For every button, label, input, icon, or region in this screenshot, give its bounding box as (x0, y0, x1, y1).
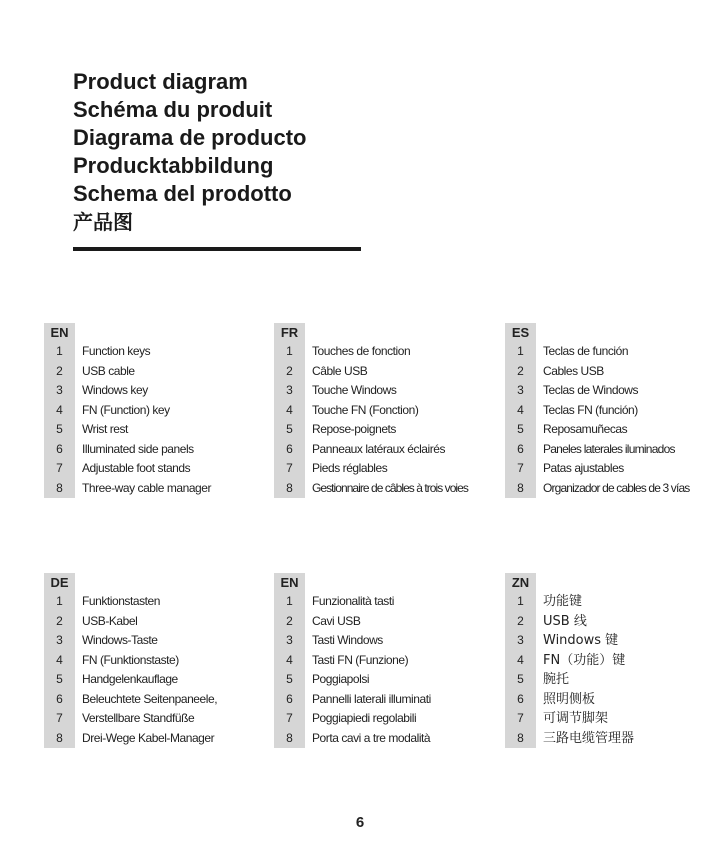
language-code: ZN (505, 573, 536, 592)
item-label: Windows key (82, 383, 148, 397)
item-label: FN (Funktionstaste) (82, 652, 179, 667)
page-number: 6 (355, 814, 365, 831)
item-number: 8 (44, 479, 75, 499)
item-number: 6 (505, 690, 536, 710)
item-number: 5 (274, 670, 305, 690)
legend-block-zn (505, 573, 720, 748)
legend-row (44, 709, 264, 729)
legend-row (505, 729, 720, 749)
title-french: Schéma du produit (73, 97, 273, 122)
legend-row (505, 592, 720, 612)
legend-row (44, 690, 264, 710)
item-label: Adjustable foot stands (82, 461, 191, 475)
item-label: 照明侧板 (543, 691, 596, 707)
legend-block-en (44, 323, 264, 498)
legend-row (44, 479, 264, 499)
item-number: 4 (44, 401, 75, 421)
item-label: FN（功能）键 (543, 652, 626, 668)
item-number: 7 (505, 459, 536, 479)
legend-row (274, 631, 494, 651)
item-label: Câble USB (312, 363, 368, 378)
item-label: Windows-Taste (82, 633, 158, 647)
legend-row (44, 420, 264, 440)
item-label: 可调节脚架 (543, 711, 609, 726)
item-label: Wrist rest (82, 422, 128, 436)
item-number: 4 (274, 401, 305, 421)
item-label: Panneaux latéraux éclairés (312, 441, 446, 456)
item-number: 3 (505, 381, 536, 401)
item-label: 三路电缆管理器 (543, 730, 635, 746)
item-number: 1 (505, 592, 536, 612)
item-label: Teclas de Windows (543, 383, 639, 397)
legend-row (44, 592, 264, 612)
item-label: Verstellbare Standfüße (82, 711, 195, 725)
item-number: 2 (274, 362, 305, 382)
language-code: ES (505, 323, 536, 342)
item-number: 3 (505, 631, 536, 651)
legend-row (44, 729, 264, 749)
title-spanish: Diagrama de producto (73, 125, 307, 150)
item-number: 7 (274, 709, 305, 729)
title-english: Product diagram (73, 69, 248, 94)
legend-row (505, 612, 720, 632)
language-code: EN (44, 323, 75, 342)
item-number: 8 (505, 729, 536, 749)
item-number: 6 (274, 440, 305, 460)
item-label: USB-Kabel (82, 613, 138, 628)
legend-row (505, 690, 720, 710)
item-number: 4 (505, 651, 536, 671)
legend-block-it (274, 573, 494, 748)
legend-row (44, 401, 264, 421)
item-number: 5 (44, 420, 75, 440)
legend-row (505, 440, 720, 460)
item-number: 4 (274, 651, 305, 671)
item-label: Function keys (82, 344, 151, 358)
language-code: FR (274, 323, 305, 342)
legend-block-de (44, 573, 264, 748)
legend-row (505, 342, 720, 362)
legend-row (274, 459, 494, 479)
legend-row (274, 612, 494, 632)
legend-row (505, 631, 720, 651)
legend-row (505, 651, 720, 671)
legend-row (505, 401, 720, 421)
item-label: Windows 键 (543, 633, 619, 648)
title-italian: Schema del prodotto (73, 181, 292, 206)
item-label: Funktionstasten (82, 594, 160, 608)
item-number: 1 (274, 342, 305, 362)
legend-row (274, 670, 494, 690)
item-label: Poggiapolsi (312, 672, 370, 686)
item-label: Gestionnaire de câbles à trois voies (312, 480, 468, 495)
item-number: 5 (505, 420, 536, 440)
legend-row (44, 440, 264, 460)
item-label: USB cable (82, 363, 135, 378)
item-number: 5 (505, 670, 536, 690)
item-number: 2 (505, 362, 536, 382)
legend-row (505, 420, 720, 440)
legend-row (274, 440, 494, 460)
item-number: 6 (274, 690, 305, 710)
item-label: Tasti Windows (312, 633, 383, 647)
item-number: 2 (274, 612, 305, 632)
legend-row (274, 479, 494, 499)
item-number: 8 (44, 729, 75, 749)
item-label: Cables USB (543, 363, 604, 378)
item-label: Touche FN (Fonction) (312, 402, 419, 417)
item-number: 6 (44, 690, 75, 710)
item-number: 5 (44, 670, 75, 690)
legend-row (274, 342, 494, 362)
legend-row (274, 690, 494, 710)
language-code: EN (274, 573, 305, 592)
item-label: Pannelli laterali illuminati (312, 691, 431, 706)
item-number: 3 (274, 381, 305, 401)
item-label: Touches de fonction (312, 344, 411, 358)
item-label: USB 线 (543, 613, 587, 629)
title-chinese: 产品图 (73, 210, 133, 234)
item-label: Organizador de cables de 3 vías (543, 480, 690, 495)
legend-row (44, 459, 264, 479)
item-number: 8 (274, 479, 305, 499)
item-number: 2 (44, 362, 75, 382)
item-label: Cavi USB (312, 613, 361, 628)
item-number: 7 (44, 709, 75, 729)
item-label: Paneles laterales iluminados (543, 441, 675, 456)
legend-row (274, 420, 494, 440)
item-number: 2 (44, 612, 75, 632)
legend-row (44, 631, 264, 651)
item-label: Teclas de función (543, 344, 629, 358)
item-label: Tasti FN (Funzione) (312, 652, 409, 667)
item-number: 2 (505, 612, 536, 632)
title-group (73, 68, 306, 236)
item-number: 3 (44, 631, 75, 651)
item-number: 7 (44, 459, 75, 479)
legend-row (274, 709, 494, 729)
item-label: Porta cavi a tre modalità (312, 730, 431, 745)
item-number: 6 (44, 440, 75, 460)
legend-row (505, 362, 720, 382)
item-label: Touche Windows (312, 383, 397, 397)
item-label: Teclas FN (función) (543, 402, 638, 417)
item-label: 功能键 (543, 594, 583, 609)
legend-row (274, 729, 494, 749)
language-code: DE (44, 573, 75, 592)
item-label: Illuminated side panels (82, 441, 194, 456)
legend-row (44, 651, 264, 671)
legend-row (274, 651, 494, 671)
title-underline (73, 247, 361, 251)
item-number: 3 (44, 381, 75, 401)
legend-row (274, 401, 494, 421)
item-label: Pieds réglables (312, 461, 388, 475)
legend-row (44, 362, 264, 382)
item-label: Reposamuñecas (543, 422, 628, 436)
item-label: Poggiapiedi regolabili (312, 711, 417, 725)
legend-row (505, 381, 720, 401)
legend-row (274, 362, 494, 382)
legend-block-fr (274, 323, 494, 498)
item-number: 1 (274, 592, 305, 612)
item-label: Funzionalità tasti (312, 594, 394, 608)
item-number: 8 (505, 479, 536, 499)
legend-row (44, 670, 264, 690)
item-number: 7 (505, 709, 536, 729)
item-number: 1 (505, 342, 536, 362)
item-number: 7 (274, 459, 305, 479)
legend-row (505, 670, 720, 690)
item-label: Three-way cable manager (82, 480, 212, 495)
item-number: 8 (274, 729, 305, 749)
legend-block-es (505, 323, 720, 498)
legend-row (44, 612, 264, 632)
legend-row (274, 592, 494, 612)
legend-row (505, 459, 720, 479)
item-label: Patas ajustables (543, 461, 624, 475)
legend-row (505, 709, 720, 729)
item-number: 5 (274, 420, 305, 440)
legend-row (44, 342, 264, 362)
item-number: 1 (44, 342, 75, 362)
item-number: 3 (274, 631, 305, 651)
item-number: 1 (44, 592, 75, 612)
item-number: 4 (44, 651, 75, 671)
legend-row (505, 479, 720, 499)
item-label: Beleuchtete Seitenpaneele, (82, 691, 218, 706)
item-label: FN (Function) key (82, 402, 170, 417)
item-number: 4 (505, 401, 536, 421)
title-german: Producktabbildung (73, 153, 274, 178)
item-label: 腕托 (543, 672, 570, 687)
legend-row (274, 381, 494, 401)
item-label: Repose-poignets (312, 422, 396, 436)
legend-row (44, 381, 264, 401)
item-label: Drei-Wege Kabel-Manager (82, 730, 215, 745)
item-number: 6 (505, 440, 536, 460)
item-label: Handgelenkauflage (82, 672, 178, 686)
